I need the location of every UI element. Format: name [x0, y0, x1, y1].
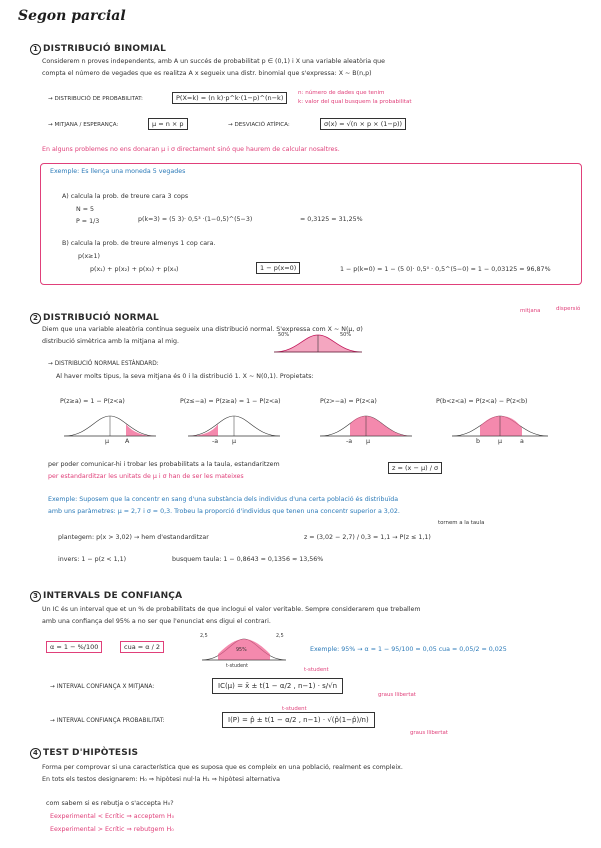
heading-text: INTERVALS DE CONFIANÇA — [43, 591, 183, 601]
axis-1-a: A — [125, 438, 130, 445]
heading-text: DISTRIBUCIÓ BINOMIAL — [43, 44, 167, 54]
example-a-n: N = 5 — [76, 206, 94, 213]
example-a-result: = 0,3125 = 31,25% — [300, 216, 363, 223]
axis-4-mu: μ — [498, 438, 503, 445]
section-number: 2 — [30, 313, 41, 324]
section-number: 3 — [30, 591, 41, 602]
graus-llibertat-1: graus llibertat — [378, 692, 416, 698]
dist-note-k: k: valor del qual busquem la probabilitat — [298, 99, 412, 105]
normal-step-2: z = (3,02 − 2,7) / 0,3 = 1,1 → P(z ≤ 1,1) — [304, 534, 431, 541]
axis-1-mu: μ — [105, 438, 110, 445]
hypothesis-accept: Eexperimental < Ecrític ⇒ acceptem H₀ — [50, 813, 175, 820]
ci-prop-formula: I(P) = p̂ ± t(1 − α/2 , n−1) · √(p̂(1−p̂)/n) — [222, 712, 375, 728]
ci-graph-right: 2,5 — [276, 634, 284, 639]
normal-example-1: Exemple: Suposem que la concentr en sang d'una substància dels individus d'una certa població és distribuïda — [48, 496, 399, 503]
ci-graph-left: 2,5 — [200, 634, 208, 639]
standard-text: Al haver molts tipus, la seva mitjana és 0 i la distribució 1. X ~ N(0,1). Propietats: — [56, 373, 314, 380]
axis-3-mu: μ — [366, 438, 371, 445]
mean-formula-box: μ = n × p — [148, 118, 188, 130]
section-number: 1 — [30, 44, 41, 55]
hypothesis-question: com sabem si es rebutja o s'accepta H₀? — [46, 800, 174, 807]
heading-text: DISTRIBUCIÓ NORMAL — [43, 313, 159, 323]
normal-example-2: amb uns paràmetres: μ = 2,7 i σ = 0,3. Trobeu la proporció d'individus que tenen una concentr superior a 3,02. — [48, 508, 400, 515]
z-formula-box: z = (x − μ) / σ — [388, 462, 442, 474]
hypothesis-intro-1: Forma per comprovar si una característica que es suposa que es compleix en una població, realment es compleix. — [42, 764, 403, 771]
binomial-intro-2: compta el número de vegades que es realitza A x segueix una distr. binomial que s'expressa: X ~ B(n,p) — [42, 70, 372, 77]
standardize-tip-pink: per estandarditzar les unitats de μ i σ han de ser les mateixes — [48, 473, 244, 480]
example-a: A) calcula la prob. de treure cara 3 cops — [62, 193, 189, 200]
ci-graph-center: 95% — [236, 648, 247, 653]
normal-step-1: plantegem: p(x > 3,02) → hem d'estandarditzar — [58, 534, 209, 541]
alpha-formula-box: α = 1 − %/100 — [46, 641, 102, 653]
section-heading-hypothesis — [30, 748, 138, 759]
axis-3-a: -a — [346, 438, 353, 445]
property-4: P(b<z<a) = P(z<a) − P(z<b) — [436, 398, 528, 405]
example-b: B) calcula la prob. de treure almenys 1 cop cara. — [62, 240, 216, 247]
ci-intro-2: amb una confiança del 95% a no ser que l'enunciat ens digui el contrari. — [42, 618, 271, 625]
label-mitjana: mitjana — [520, 308, 541, 314]
sd-label: → DESVIACIÓ ATÍPICA: — [228, 122, 290, 128]
ci-mean-label: → INTERVAL CONFIANÇA X MITJANA: — [50, 684, 155, 690]
hypothesis-intro-2: En tots els testos designarem: H₀ ⇒ hipòtesi nul·la H₁ ⇒ hipòtesi alternativa — [42, 776, 280, 783]
sd-formula-box: σ(x) = √(n × p × (1−p)) — [320, 118, 406, 130]
standardize-tip: per poder comunicar-hi i trobar les probabilitats a la taula, estandaritzem — [48, 461, 280, 468]
cua-formula-box: cua = α / 2 — [120, 641, 164, 653]
bell-curve-prop-4 — [450, 412, 550, 438]
axis-2-a: -a — [212, 438, 219, 445]
section-number: 4 — [30, 748, 41, 759]
example-a-calc: p(k=3) = (5 3)· 0,5³ ·(1−0,5)^(5−3) — [138, 216, 253, 223]
dist-note-n: n: número de dades que tenim — [298, 90, 385, 96]
property-3: P(z>−a) = P(z<a) — [320, 398, 377, 405]
binomial-pink-note: En alguns problemes no ens donaran μ i σ directament sinó que haurem de calcular nosaltres. — [42, 146, 340, 153]
page-title: Segon parcial — [18, 8, 126, 24]
ci-intro-1: Un IC és un interval que et un % de probabilitats de que inclogui el valor veritable. Sempre considerarem que treballem — [42, 606, 421, 613]
axis-4-b: b — [476, 438, 480, 445]
normal-intro-1: Diem que una variable aleatòria contínua segueix una distribució normal. S'expressa com X ~ N(μ, σ) — [42, 326, 363, 333]
property-2: P(z≤−a) = P(z≥a) = 1 − P(z<a) — [180, 398, 281, 405]
example-a-p: P = 1/3 — [76, 218, 100, 225]
normal-step-4: busquem taula: 1 − 0,8643 = 0,1356 ≈ 13,56% — [172, 556, 324, 563]
normal-intro-2: distribució simètrica amb la mitjana al mig. — [42, 338, 179, 345]
pct-right: 50% — [340, 332, 352, 338]
label-dispersio: dispersió — [556, 306, 581, 312]
bell-curve-prop-1 — [62, 412, 158, 438]
example-b-p: p(x≥1) — [78, 253, 100, 260]
example-b-sum: p(x₁) + p(x₂) + p(x₃) + p(x₄) — [90, 266, 179, 273]
ci-prop-label: → INTERVAL CONFIANÇA PROBABILITAT: — [50, 718, 165, 724]
example-title: Exemple: Es llença una moneda 5 vegades — [50, 168, 186, 175]
normal-step-3: invers: 1 − p(z < 1,1) — [58, 556, 127, 563]
property-1: P(z≥a) = 1 − P(z<a) — [60, 398, 125, 405]
bell-curve-prop-2 — [186, 412, 282, 438]
graus-llibertat-2: graus llibertat — [410, 730, 448, 736]
distribution-label: → DISTRIBUCIÓ DE PROBABILITAT: — [48, 96, 143, 102]
heading-text: TEST D'HIPÒTESIS — [43, 748, 139, 758]
example-b-result: 1 − p(k=0) = 1 − (5 0)· 0,5⁰ · 0,5^(5−0) = 1 − 0,03125 = 96,87% — [340, 266, 551, 273]
step-note-table: tornem a la taula — [438, 520, 485, 526]
binomial-intro-1: Considerem n proves independents, amb A un succés de probabilitat p ∈ (0,1) i X una variable aleatòria que — [42, 58, 386, 65]
example-b-box: 1 − p(x=0) — [256, 262, 300, 274]
ci-mean-formula: IC(μ) = x̄ ± t(1 − α/2 , n−1) · s/√n — [212, 678, 343, 694]
section-heading-ci — [30, 591, 182, 602]
axis-2-mu: μ — [232, 438, 237, 445]
ci-example: Exemple: 95% → α = 1 − 95/100 = 0,05 cua = 0,05/2 = 0,025 — [310, 646, 507, 653]
mean-label: → MITJANA / ESPERANÇA: — [48, 122, 119, 128]
tstudent-label-2: t-student — [282, 706, 307, 712]
axis-4-a: a — [520, 438, 524, 445]
bell-curve-prop-3 — [318, 412, 414, 438]
hypothesis-reject: Eexperimental > Ecrític ⇒ rebutgem H₀ — [50, 826, 174, 833]
ci-graph-tstudent: t-student — [226, 664, 248, 669]
tstudent-label: t-student — [304, 667, 329, 673]
pct-left: 50% — [278, 332, 290, 338]
section-heading-binomial — [30, 44, 166, 55]
binomial-formula-box: P(X=k) = (n k)·p^k·(1−p)^(n−k) — [172, 92, 287, 104]
standard-label: → DISTRIBUCIÓ NORMAL ESTÀNDARD: — [48, 361, 159, 367]
section-heading-normal — [30, 313, 159, 324]
